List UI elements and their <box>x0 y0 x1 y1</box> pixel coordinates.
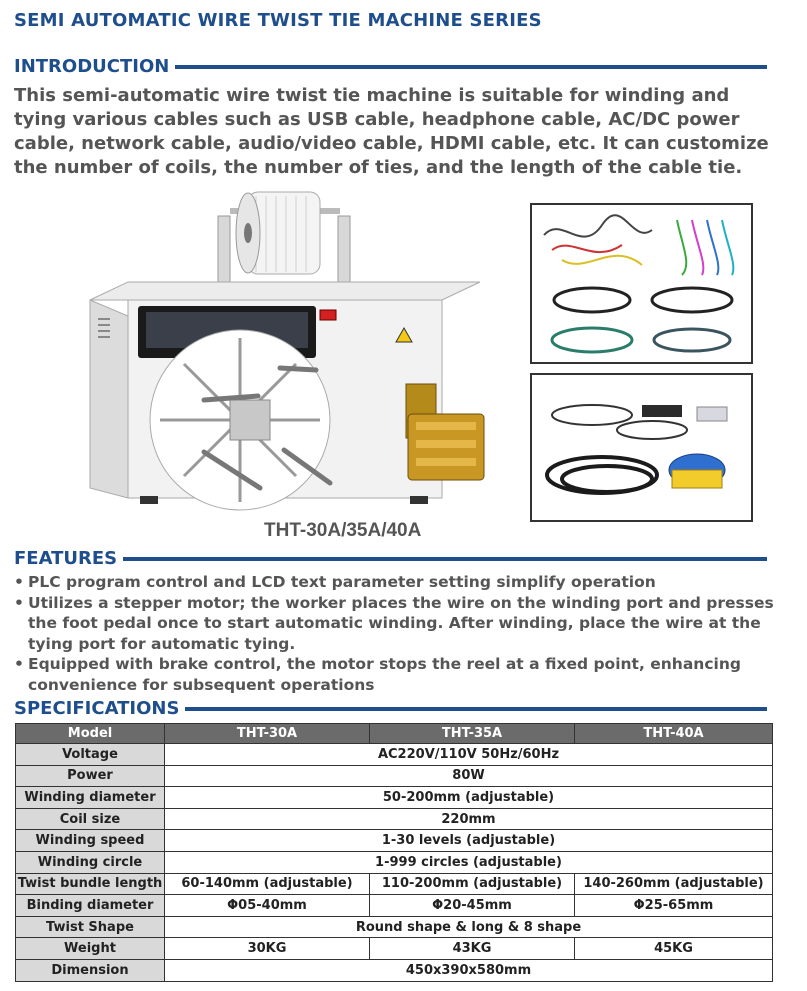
table-row <box>16 787 773 809</box>
row-label: Twist Shape <box>16 916 165 938</box>
feature-item: • Equipped with brake control, the motor stops the reel at a fixed point, enhancing convenience for subsequent operations <box>14 655 741 694</box>
intro-paragraph: This semi-automatic wire twist tie machine is suitable for winding and tying various cables such as USB cable, headphone cable, AC/DC power cable, network cable, audio/video cable, HDMI cable, etc. It can customize the number of coils, the number of ties, and the length of the cable tie. <box>14 85 769 178</box>
table-row <box>16 959 773 981</box>
table-row <box>16 916 773 938</box>
table-row <box>16 808 773 830</box>
table-row <box>16 851 773 873</box>
row-value: 60-140mm (adjustable) <box>165 873 370 895</box>
row-value: 30KG <box>165 938 370 960</box>
row-label: Winding speed <box>16 830 165 852</box>
introduction-label: INTRODUCTION <box>14 56 170 77</box>
row-value: Φ20-45mm <box>370 895 575 917</box>
row-value: 1-30 levels (adjustable) <box>165 830 773 852</box>
header-tht-40a: THT-40A <box>575 724 773 744</box>
accessories-photo <box>530 373 753 522</box>
features-heading <box>14 548 767 569</box>
row-label: Coil size <box>16 808 165 830</box>
features-list <box>14 572 774 695</box>
row-label: Winding circle <box>16 851 165 873</box>
header-model: Model <box>16 724 165 744</box>
header-tht-30a: THT-30A <box>165 724 370 744</box>
page-title: SEMI AUTOMATIC WIRE TWIST TIE MACHINE SERIES <box>14 10 542 31</box>
table-row <box>16 765 773 787</box>
row-label: Dimension <box>16 959 165 981</box>
row-label: Voltage <box>16 744 165 766</box>
row-value: 43KG <box>370 938 575 960</box>
table-header-row <box>16 724 773 744</box>
row-value: Round shape & long & 8 shape <box>165 916 773 938</box>
row-value: 220mm <box>165 808 773 830</box>
table-row <box>16 744 773 766</box>
table-row <box>16 938 773 960</box>
row-value: 450x390x580mm <box>165 959 773 981</box>
cable-samples-photo <box>530 203 753 364</box>
specifications-label: SPECIFICATIONS <box>14 698 180 719</box>
features-label: FEATURES <box>14 548 118 569</box>
machine-drawing <box>80 188 500 518</box>
machine-illustration <box>80 188 500 518</box>
row-value: 45KG <box>575 938 773 960</box>
row-label: Power <box>16 765 165 787</box>
row-label: Binding diameter <box>16 895 165 917</box>
introduction-heading <box>14 56 767 77</box>
cable-samples-drawing <box>532 205 751 362</box>
table-row <box>16 830 773 852</box>
row-label: Twist bundle length <box>16 873 165 895</box>
row-value: Φ05-40mm <box>165 895 370 917</box>
table-row <box>16 895 773 917</box>
feature-item: • PLC program control and LCD text parameter setting simplify operation <box>14 573 656 591</box>
feature-item: • Utilizes a stepper motor; the worker places the wire on the winding port and presses the foot pedal once to start automatic winding. After winding, place the wire at the tying port for automatic tying. <box>14 593 774 653</box>
row-value: AC220V/110V 50Hz/60Hz <box>165 744 773 766</box>
specifications-heading <box>14 698 767 719</box>
table-row <box>16 873 773 895</box>
row-value: 50-200mm (adjustable) <box>165 787 773 809</box>
row-value: 140-260mm (adjustable) <box>575 873 773 895</box>
row-value: 1-999 circles (adjustable) <box>165 851 773 873</box>
row-value: Φ25-65mm <box>575 895 773 917</box>
machine-caption: THT-30A/35A/40A <box>264 520 422 541</box>
header-tht-35a: THT-35A <box>370 724 575 744</box>
accessories-drawing <box>532 375 751 520</box>
row-label: Weight <box>16 938 165 960</box>
row-value: 80W <box>165 765 773 787</box>
heading-divider <box>185 707 767 711</box>
specifications-table <box>15 723 773 982</box>
row-label: Winding diameter <box>16 787 165 809</box>
heading-divider <box>123 557 767 561</box>
row-value: 110-200mm (adjustable) <box>370 873 575 895</box>
heading-divider <box>175 65 767 69</box>
